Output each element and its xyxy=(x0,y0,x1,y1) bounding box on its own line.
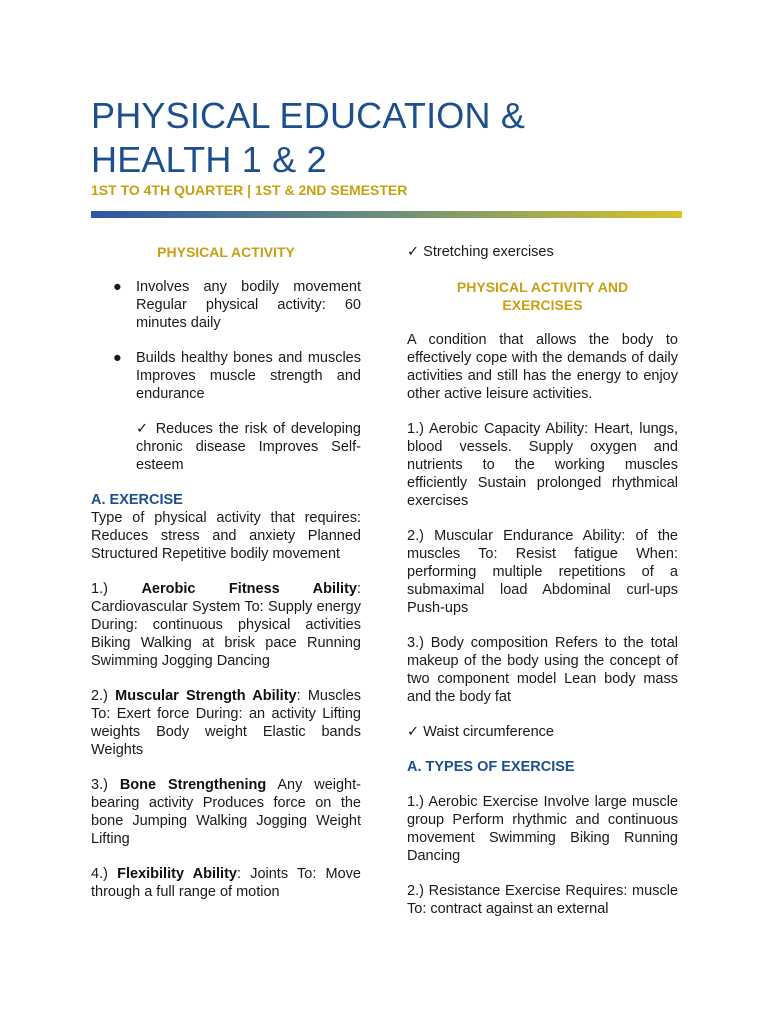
exercise-definition: Type of physical activity that requires: Reduces stress and anxiety Planned Structured Repetitive bodily movement xyxy=(91,510,361,562)
list-item-aerobic-exercise: 1.) Aerobic Exercise Involve large muscle group Perform rhythmic and continuous movement Swimming Biking Running Dancing xyxy=(407,794,678,864)
item-text: Any weight-bearing activity Produces force on the bone Jumping Walking Jogging Weight Lifting xyxy=(91,777,361,847)
right-column xyxy=(407,243,678,935)
bullet-item xyxy=(91,349,361,403)
item-number: 3.) xyxy=(91,777,120,793)
check-stretching: ✓ Stretching exercises xyxy=(407,244,554,260)
item-term: Bone Strengthening xyxy=(119,777,267,793)
gradient-divider xyxy=(91,211,682,218)
section-heading-exercise: A. EXERCISE xyxy=(91,492,183,508)
item-number: 2.) xyxy=(91,688,116,704)
item-text: : Muscles To: Exert force During: an activity Lifting weights Body weight Elastic bands Weights xyxy=(91,688,362,758)
list-item-body-composition: 3.) Body composition Refers to the total makeup of the body using the concept of two component model Lean body mass and the body fat xyxy=(407,635,678,705)
fitness-definition: A condition that allows the body to effectively cope with the demands of daily activities and still has the energy to enjoy other active leisure activities. xyxy=(407,332,678,402)
bullet-item xyxy=(91,278,361,332)
item-term: Aerobic Fitness Ability xyxy=(141,581,357,597)
document-title xyxy=(91,94,525,182)
list-item-aerobic-capacity: 1.) Aerobic Capacity Ability: Heart, lungs, blood vessels. Supply oxygen and nutrients to the working muscles efficiently Sustain prolonged rhythmical exercises xyxy=(407,421,678,509)
section-heading-physical-activity: PHYSICAL ACTIVITY xyxy=(157,244,295,260)
list-item-resistance-exercise: 2.) Resistance Exercise Requires: muscle To: contract against an external xyxy=(407,883,678,917)
list-item-muscular-strength xyxy=(91,687,361,759)
section-heading-activity-and-exercises xyxy=(407,278,678,314)
document-subtitle: 1ST TO 4TH QUARTER | 1ST & 2ND SEMESTER xyxy=(91,182,408,198)
bullet-icon: ● xyxy=(113,350,122,366)
item-text: : Cardiovascular System To: Supply energy During: continuous physical activities Biking Walking at brisk pace Running Swimming Jogging Dancing xyxy=(91,581,362,669)
list-item-aerobic-fitness xyxy=(91,580,361,670)
item-number: 4.) xyxy=(91,866,118,882)
item-text: : Joints To: Move through a full range of motion xyxy=(91,866,361,900)
item-term: Muscular Strength Ability xyxy=(115,688,297,704)
heading-line-1: PHYSICAL ACTIVITY AND xyxy=(456,279,629,295)
item-number: 1.) xyxy=(91,581,142,597)
list-item-flexibility xyxy=(91,865,361,901)
item-term: Flexibility Ability xyxy=(117,866,237,882)
section-heading-types-of-exercise: A. TYPES OF EXERCISE xyxy=(407,759,575,775)
check-waist: ✓ Waist circumference xyxy=(407,724,554,740)
left-column xyxy=(91,243,361,918)
title-line-1: PHYSICAL EDUCATION & xyxy=(91,95,526,136)
title-line-2: HEALTH 1 & 2 xyxy=(91,139,327,180)
bullet-text: Involves any bodily movement Regular physical activity: 60 minutes daily xyxy=(136,279,361,331)
list-item-muscular-endurance: 2.) Muscular Endurance Ability: of the muscles To: Resist fatigue When: performing multiple repetitions of a submaximal load Abdominal curl-ups Push-ups xyxy=(407,528,678,616)
list-item-bone-strengthening xyxy=(91,776,361,848)
bullet-text: Builds healthy bones and muscles Improves muscle strength and endurance xyxy=(136,350,361,402)
check-note: ✓ Reduces the risk of developing chronic disease Improves Self-esteem xyxy=(136,421,361,473)
heading-line-2: EXERCISES xyxy=(502,297,583,313)
bullet-icon: ● xyxy=(113,279,122,295)
